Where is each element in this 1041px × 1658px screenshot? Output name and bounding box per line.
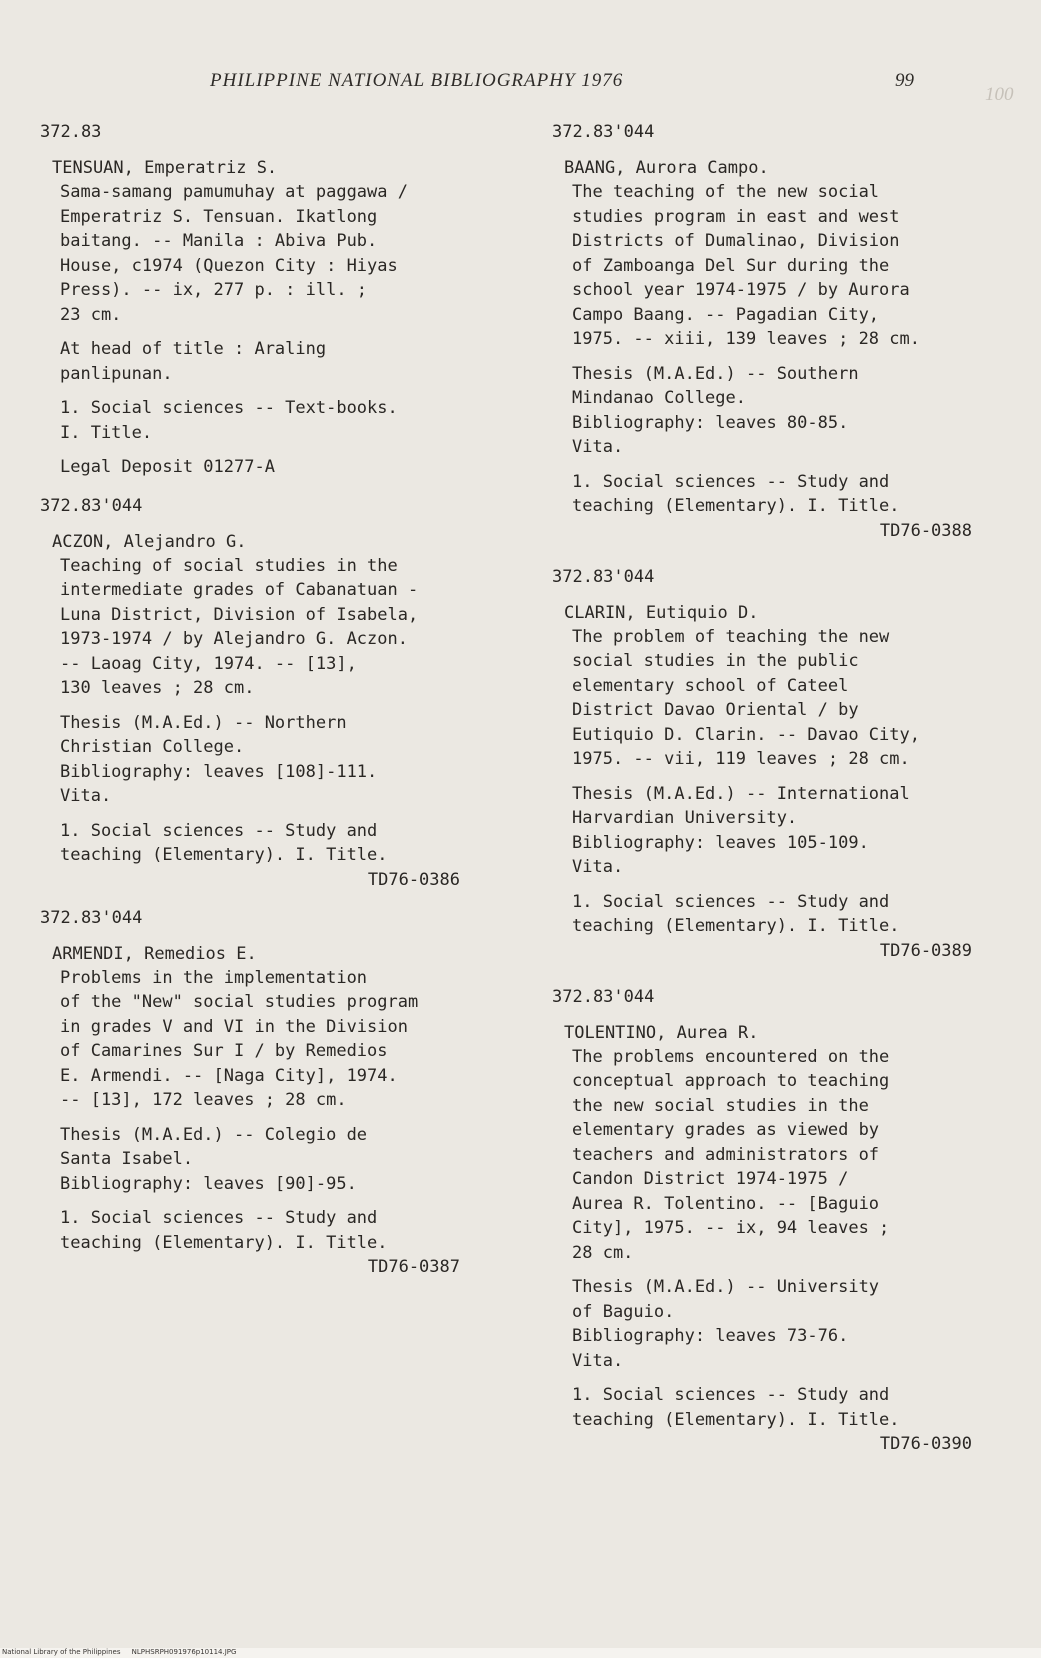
entry-paragraph: 1. Social sciences -- Study and teaching (Elementary). I. Title. <box>60 820 388 865</box>
td-number: TD76-0386 <box>367 869 460 890</box>
author-heading: ARMENDI, Remedios E. <box>52 943 257 964</box>
footer-file: NLPHSRPH091976p10114.JPG <box>131 1648 237 1656</box>
entry-paragraph: Problems in the implementation of the "New" social studies program in grades V and VI in the Division of Camarines Sur I / by Remedios E. Armendi. -- [Naga City], 1974. -- [13], 172 leaves ; 28 cm. <box>60 967 419 1110</box>
right-column <box>552 120 982 1470</box>
author-heading: TOLENTINO, Aurea R. <box>564 1022 759 1043</box>
bibliographic-entry <box>552 120 982 543</box>
entry-paragraph: The teaching of the new social studies program in east and west Districts of Dumalinao, Division of Zamboanga Del Sur during the school year 1974-1975 / by Aurora Campo Baang. -- Pagadian City, 1975. -- xiii, 139 leaves ; 28 cm. <box>572 182 920 349</box>
author-heading: TENSUAN, Emperatriz S. <box>52 158 278 178</box>
entry-paragraph: Thesis (M.A.Ed.) -- International Harvardian University. Bibliography: leaves 105-109. Vita. <box>572 783 910 877</box>
bibliographic-entry <box>40 906 470 1280</box>
entry-paragraph: 1. Social sciences -- Study and teaching (Elementary). I. Title. <box>572 891 900 936</box>
entry-paragraph: 1. Social sciences -- Text-books. I. Title. <box>60 398 398 443</box>
entry-paragraph: Thesis (M.A.Ed.) -- University of Baguio. Bibliography: leaves 73-76. Vita. <box>572 1277 880 1371</box>
entry-paragraph: Teaching of social studies in the intermediate grades of Cabanatuan - Luna District, Division of Isabela, 1973-1974 / by Alejandro G. Aczon. -- Laoag City, 1974. -- [13], 130 leaves ; 28 cm. <box>60 555 419 698</box>
entry-paragraph: The problem of teaching the new social studies in the public elementary school of Cateel District Davao Oriental / by Eutiquio D. Clarin. -- Davao City, 1975. -- vii, 119 leaves ; 28 cm. <box>572 626 920 769</box>
bibliographic-entry <box>40 494 470 892</box>
td-number: TD76-0388 <box>879 520 972 541</box>
entry-paragraph: Thesis (M.A.Ed.) -- Colegio de Santa Isabel. Bibliography: leaves [90]-95. <box>60 1124 368 1194</box>
class-number: 372.83'044 <box>552 122 655 142</box>
bibliographic-entry <box>552 565 982 963</box>
entry-paragraph: 1. Social sciences -- Study and teaching (Elementary). I. Title. <box>572 471 900 516</box>
td-number: TD76-0390 <box>879 1434 972 1454</box>
entry-paragraph: 1. Social sciences -- Study and teaching (Elementary). I. Title. <box>572 1385 900 1430</box>
entry-paragraph: Sama-samang pamumuhay at paggawa / Emperatriz S. Tensuan. Ikatlong baitang. -- Manila : Abiva Pub. House, c1974 (Quezon City : Hiyas Press). -- ix, 277 p. : ill. ; 23 cm. <box>60 182 408 325</box>
class-number: 372.83'044 <box>40 907 143 928</box>
class-number: 372.83'044 <box>552 566 655 587</box>
entry-paragraph: Legal Deposit 01277-A <box>60 457 275 477</box>
scan-footer <box>0 1648 1041 1658</box>
running-title: PHILIPPINE NATIONAL BIBLIOGRAPHY 1976 <box>210 70 624 91</box>
bibliographic-entry <box>552 985 982 1457</box>
page-number: 99 <box>895 70 914 91</box>
class-number: 372.83 <box>40 122 102 142</box>
entry-paragraph: At head of title : Araling panlipunan. <box>60 339 327 384</box>
footer-library: National Library of the Philippines <box>2 1648 121 1656</box>
class-number: 372.83'044 <box>40 495 143 516</box>
bibliographic-entry <box>40 120 470 480</box>
td-number: TD76-0389 <box>879 940 972 961</box>
class-number: 372.83'044 <box>552 986 655 1007</box>
author-heading: ACZON, Alejandro G. <box>52 531 247 552</box>
entry-paragraph: The problems encountered on the conceptual approach to teaching the new social studies in the elementary grades as viewed by teachers and administrators of Candon District 1974-1975 / Aurea R. Tolentino. -- [Baguio City], 1975. -- ix, 94 leaves ; 28 cm. <box>572 1046 890 1263</box>
author-heading: CLARIN, Eutiquio D. <box>564 602 759 623</box>
author-heading: BAANG, Aurora Campo. <box>564 158 769 178</box>
entry-paragraph: 1. Social sciences -- Study and teaching (Elementary). I. Title. <box>60 1208 388 1253</box>
entry-paragraph: Thesis (M.A.Ed.) -- Southern Mindanao College. Bibliography: leaves 80-85. Vita. <box>572 363 859 457</box>
left-column <box>40 120 470 1293</box>
entry-paragraph: Thesis (M.A.Ed.) -- Northern Christian College. Bibliography: leaves [108]-111. Vita. <box>60 712 378 806</box>
td-number: TD76-0387 <box>367 1257 460 1277</box>
bleed-page-number: 100 <box>985 84 1014 105</box>
